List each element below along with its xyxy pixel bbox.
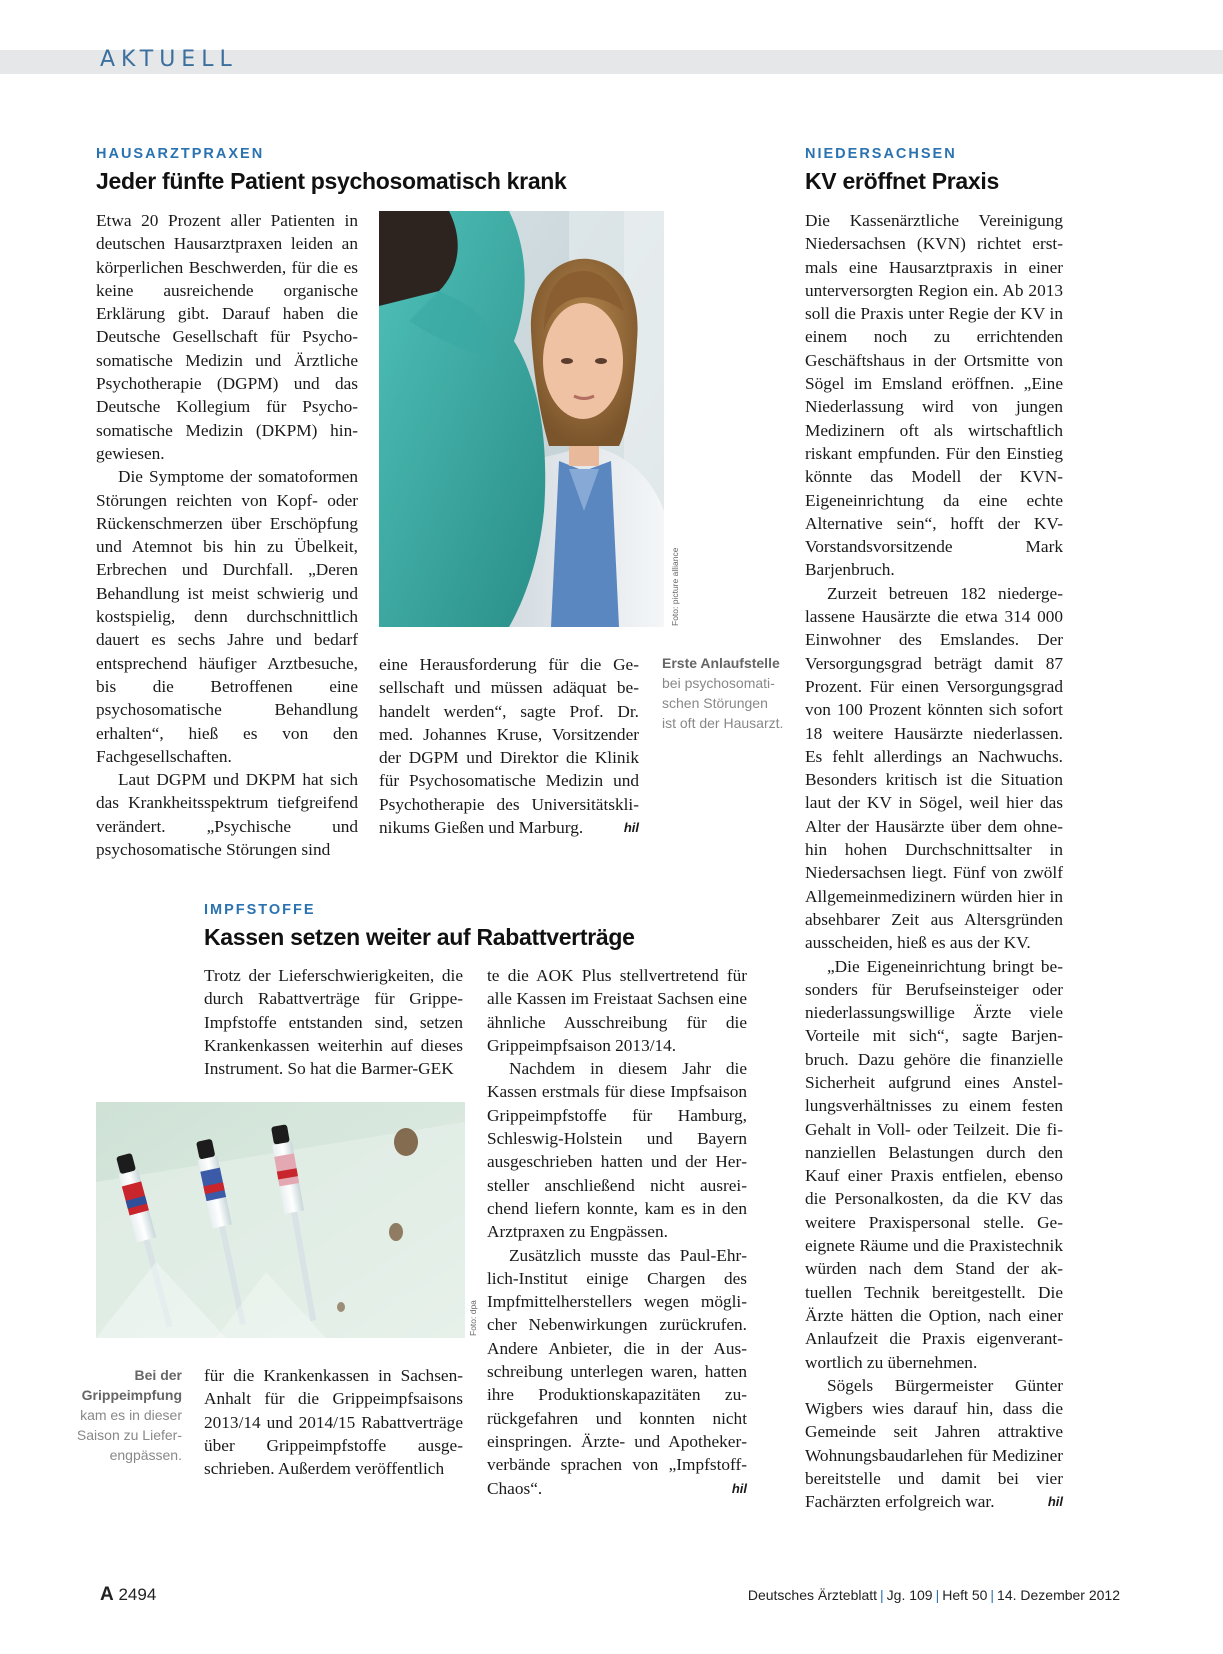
- article3-column2: [487, 964, 747, 1500]
- article3-caption-text: kam es in dieser Saison zu Lieferengpässen.: [76, 1407, 182, 1463]
- article2-paragraph-text: Sögels Bürgermeister Günter Wigbers wies darauf hin, dass die Gemeinde seit Jahren attraktive Wohnungsbaudarlehen für Mediziner bereitstelle und damit bei vier Fachärzten erfolgreich war.: [805, 1375, 1063, 1512]
- article3-paragraph: te die AOK Plus stellvertretend für alle Kassen im Freistaat Sachsen eine ähnliche Ausschreibung für die Grippeimpfsaison 2013/14.: [487, 966, 747, 1055]
- vaccine-photo: [96, 1102, 465, 1338]
- article2-column: [805, 209, 1063, 1514]
- journal-date: 14. Dezember 2012: [997, 1587, 1120, 1603]
- article1-paragraph: [379, 653, 639, 839]
- article1-paragraph: Die Symptome der somatoformen Störungen reichten von Kopf- oder Rückenschmerzen über Erschöpfung und Atemnot bis hin zu Übelkeit, Erbrechen und Durchfall. „Deren Behandlung ist meist schwierig und kostspielig, denn durchschnittlich dauert es sechs Jahre und bedarf entsprechend häufiger Arztbesuche, bis die Betroffenen eine psychosomatische Behandlung erhalten“, hieß es von den Fachgesellschaften.: [96, 467, 358, 766]
- article1-headline: Jeder fünfte Patient psychosomatisch krank: [96, 168, 567, 194]
- article1-caption: [662, 653, 784, 733]
- article1-paragraph-text: eine Herausforderung für die Gesellschaft und müssen adäquat behandelt werden“, sagte Prof. Dr. med. Johannes Kruse, Vorsitzender der DGPM und Direktor die Klinik für Psychosomatische Medizin und Psychotherapie des Universitätsklinikums Gießen und Marburg.: [379, 655, 639, 838]
- article3-paragraph: für die Krankenkassen in Sachsen-Anhalt für die Grippeimpfsaisons 2013/14 und 2014/15 Rabattverträge über Grippeimpfstoffe ausgeschrieben. Außerdem veröffentlich: [204, 1366, 463, 1479]
- separator: |: [880, 1587, 884, 1603]
- article3-column1-bottom: [204, 1364, 463, 1480]
- article2-paragraph: „Die Eigeneinrichtung bringt besonders für Berufseinsteiger oder niederlassungswillige Ärzte viele Vorteile mit sich“, sagte Barjenbruch. Dazu gehöre die finanzielle Sicherheit aufgrund eines Anstellungsverhältnisses zu einem festen Gehalt in Voll- oder Teilzeit. Die finanziellen Belastungen durch den Kauf einer Praxis entfielen, ebenso die Personalkosten, da die KV das weitere Praxispersonal stelle. Geeignete Räume und die Praxistechnik würden nach dem Stand der aktuellen Technik bereitgestellt. Die Ärzte hätten die Option, nach einer Anlaufzeit die Praxis eigenverantwortlich zu übernehmen.: [805, 956, 1063, 1372]
- section-label: AKTUELL: [100, 47, 238, 72]
- article3-photo-credit: Foto: dpa: [468, 1300, 478, 1336]
- article1-author: hil: [623, 820, 639, 836]
- journal-info: [748, 1587, 1120, 1603]
- article2-paragraph: [805, 1374, 1063, 1514]
- article3-paragraph: Trotz der Lieferschwierigkeiten, die durch Rabattverträge für Grippe-Impfstoffe entstanden sind, setzen Krankenkassen weiterhin auf dieses Instrument. So hat die Barmer-GEK: [204, 966, 463, 1079]
- article3-headline: Kassen setzen weiter auf Rabattverträge: [204, 924, 635, 950]
- article1-photo-credit: Foto: picture alliance: [670, 547, 680, 626]
- article3-paragraph-text: Zusätzlich musste das Paul-Ehrlich-Institut einige Chargen des Impfmittelherstellers wegen möglicher Nebenwirkungen zurückrufen. Andere Anbieter, die in der Ausschreibung unterlegen waren, hatten ihre Produktionskapazitäten zurückgefahren und konnten nicht einspringen. Ärzte- und Apothekerverbände sprachen von „Impfstoff-Chaos“.: [487, 1245, 747, 1498]
- article2-headline: KV eröffnet Praxis: [805, 168, 999, 194]
- article3-caption-title: Bei der Grippeimpfung: [81, 1367, 182, 1403]
- article2-kicker: NIEDERSACHSEN: [805, 146, 957, 162]
- article2-paragraph: Die Kassenärztliche Vereinigung Niedersachsen (KVN) richtet erstmals eine Hausarztpraxis in einer unterversorgten Region ein. Ab 2013 soll die Praxis unter Regie der KV in einem noch zu errichtenden Geschäftshaus in der Ortsmitte von Sögel im Emsland eröffnen. „Eine Niederlassung wird von jungen Medizinern oft als wirtschaftlich riskant empfunden. Für den Einstieg könnte das Modell der KVN-Eigeneinrichtung da eine echte Alternative sein“, hofft der KV-Vorstandsvorsitzende Mark Barjenbruch.: [805, 211, 1063, 580]
- doctor-photo: [379, 211, 664, 627]
- article1-column2: [379, 653, 639, 839]
- journal-name: Deutsches Ärzteblatt: [747, 1587, 878, 1603]
- article1-caption-title: Erste Anlaufstelle: [662, 655, 780, 671]
- article3-author: hil: [731, 1480, 747, 1496]
- article2-paragraph: Zurzeit betreuen 182 niedergelassene Hausärzte die etwa 314 000 Einwohner des Emslandes. Der Versorgungsgrad beträgt damit 87 Prozent. Für einen Versorgungsgrad von 100 Prozent könnten sich sofort 18 weitere Hausärzte niederlassen. Es fehlt allerdings an Nachwuchs. Besonders kritisch ist die Situation laut der KV in Sögel, weil hier das Alter der Hausärzte über dem ohnehin hohen Durchschnittsalter in Niedersachsen liegt. Fünf von zwölf Allgemeinmedizinern würden hier in absehbarer Zeit aus Altersgründen ausscheiden, hieß es aus der KV.: [805, 583, 1063, 953]
- journal-issue: Heft 50: [942, 1587, 988, 1603]
- article3-paragraph: [487, 1244, 747, 1500]
- article3-column1-top: [204, 964, 463, 1080]
- article1-kicker: HAUSARZTPRAXEN: [96, 146, 265, 162]
- article3-paragraph: Nachdem in diesem Jahr die Kassen erstmals für diese Impfsaison Grippeimpfstoffe für Hamburg, Schleswig-Holstein und Bayern ausgeschrieben hatten und der Hersteller anschließend nicht ausreichend liefern konnte, kam es in den Arztpraxen zu Engpässen.: [487, 1059, 747, 1242]
- page-number-value: 2494: [118, 1585, 157, 1604]
- separator: |: [990, 1587, 995, 1603]
- journal-volume: Jg. 109: [886, 1587, 933, 1603]
- article3-caption: [76, 1365, 182, 1465]
- article1-paragraph: Etwa 20 Prozent aller Patienten in deutschen Hausarztpraxen leiden an körperlichen Beschwerden, für die es keine ausreichende organische Erklärung gibt. Darauf haben die Deutsche Gesellschaft für Psychosomatische Medizin und Ärztliche Psychotherapie (DGPM) und das Deutsche Kollegium für Psychosomatische Medizin (DKPM) hingewiesen.: [96, 211, 358, 463]
- separator: |: [935, 1587, 940, 1603]
- page-number: [100, 1584, 156, 1606]
- article1-paragraph: Laut DGPM und DKPM hat sich das Krankheitsspektrum tiefgreifend verändert. „Psychische und psychosomatische Störungen sind: [96, 770, 358, 860]
- article3-kicker: IMPFSTOFFE: [204, 902, 316, 918]
- article1-column1: [96, 209, 358, 861]
- article2-author: hil: [1047, 1494, 1063, 1510]
- page-prefix: A: [100, 1584, 114, 1605]
- article1-caption-text: bei psychosomatischen Störungen ist oft der Hausarzt.: [662, 675, 784, 731]
